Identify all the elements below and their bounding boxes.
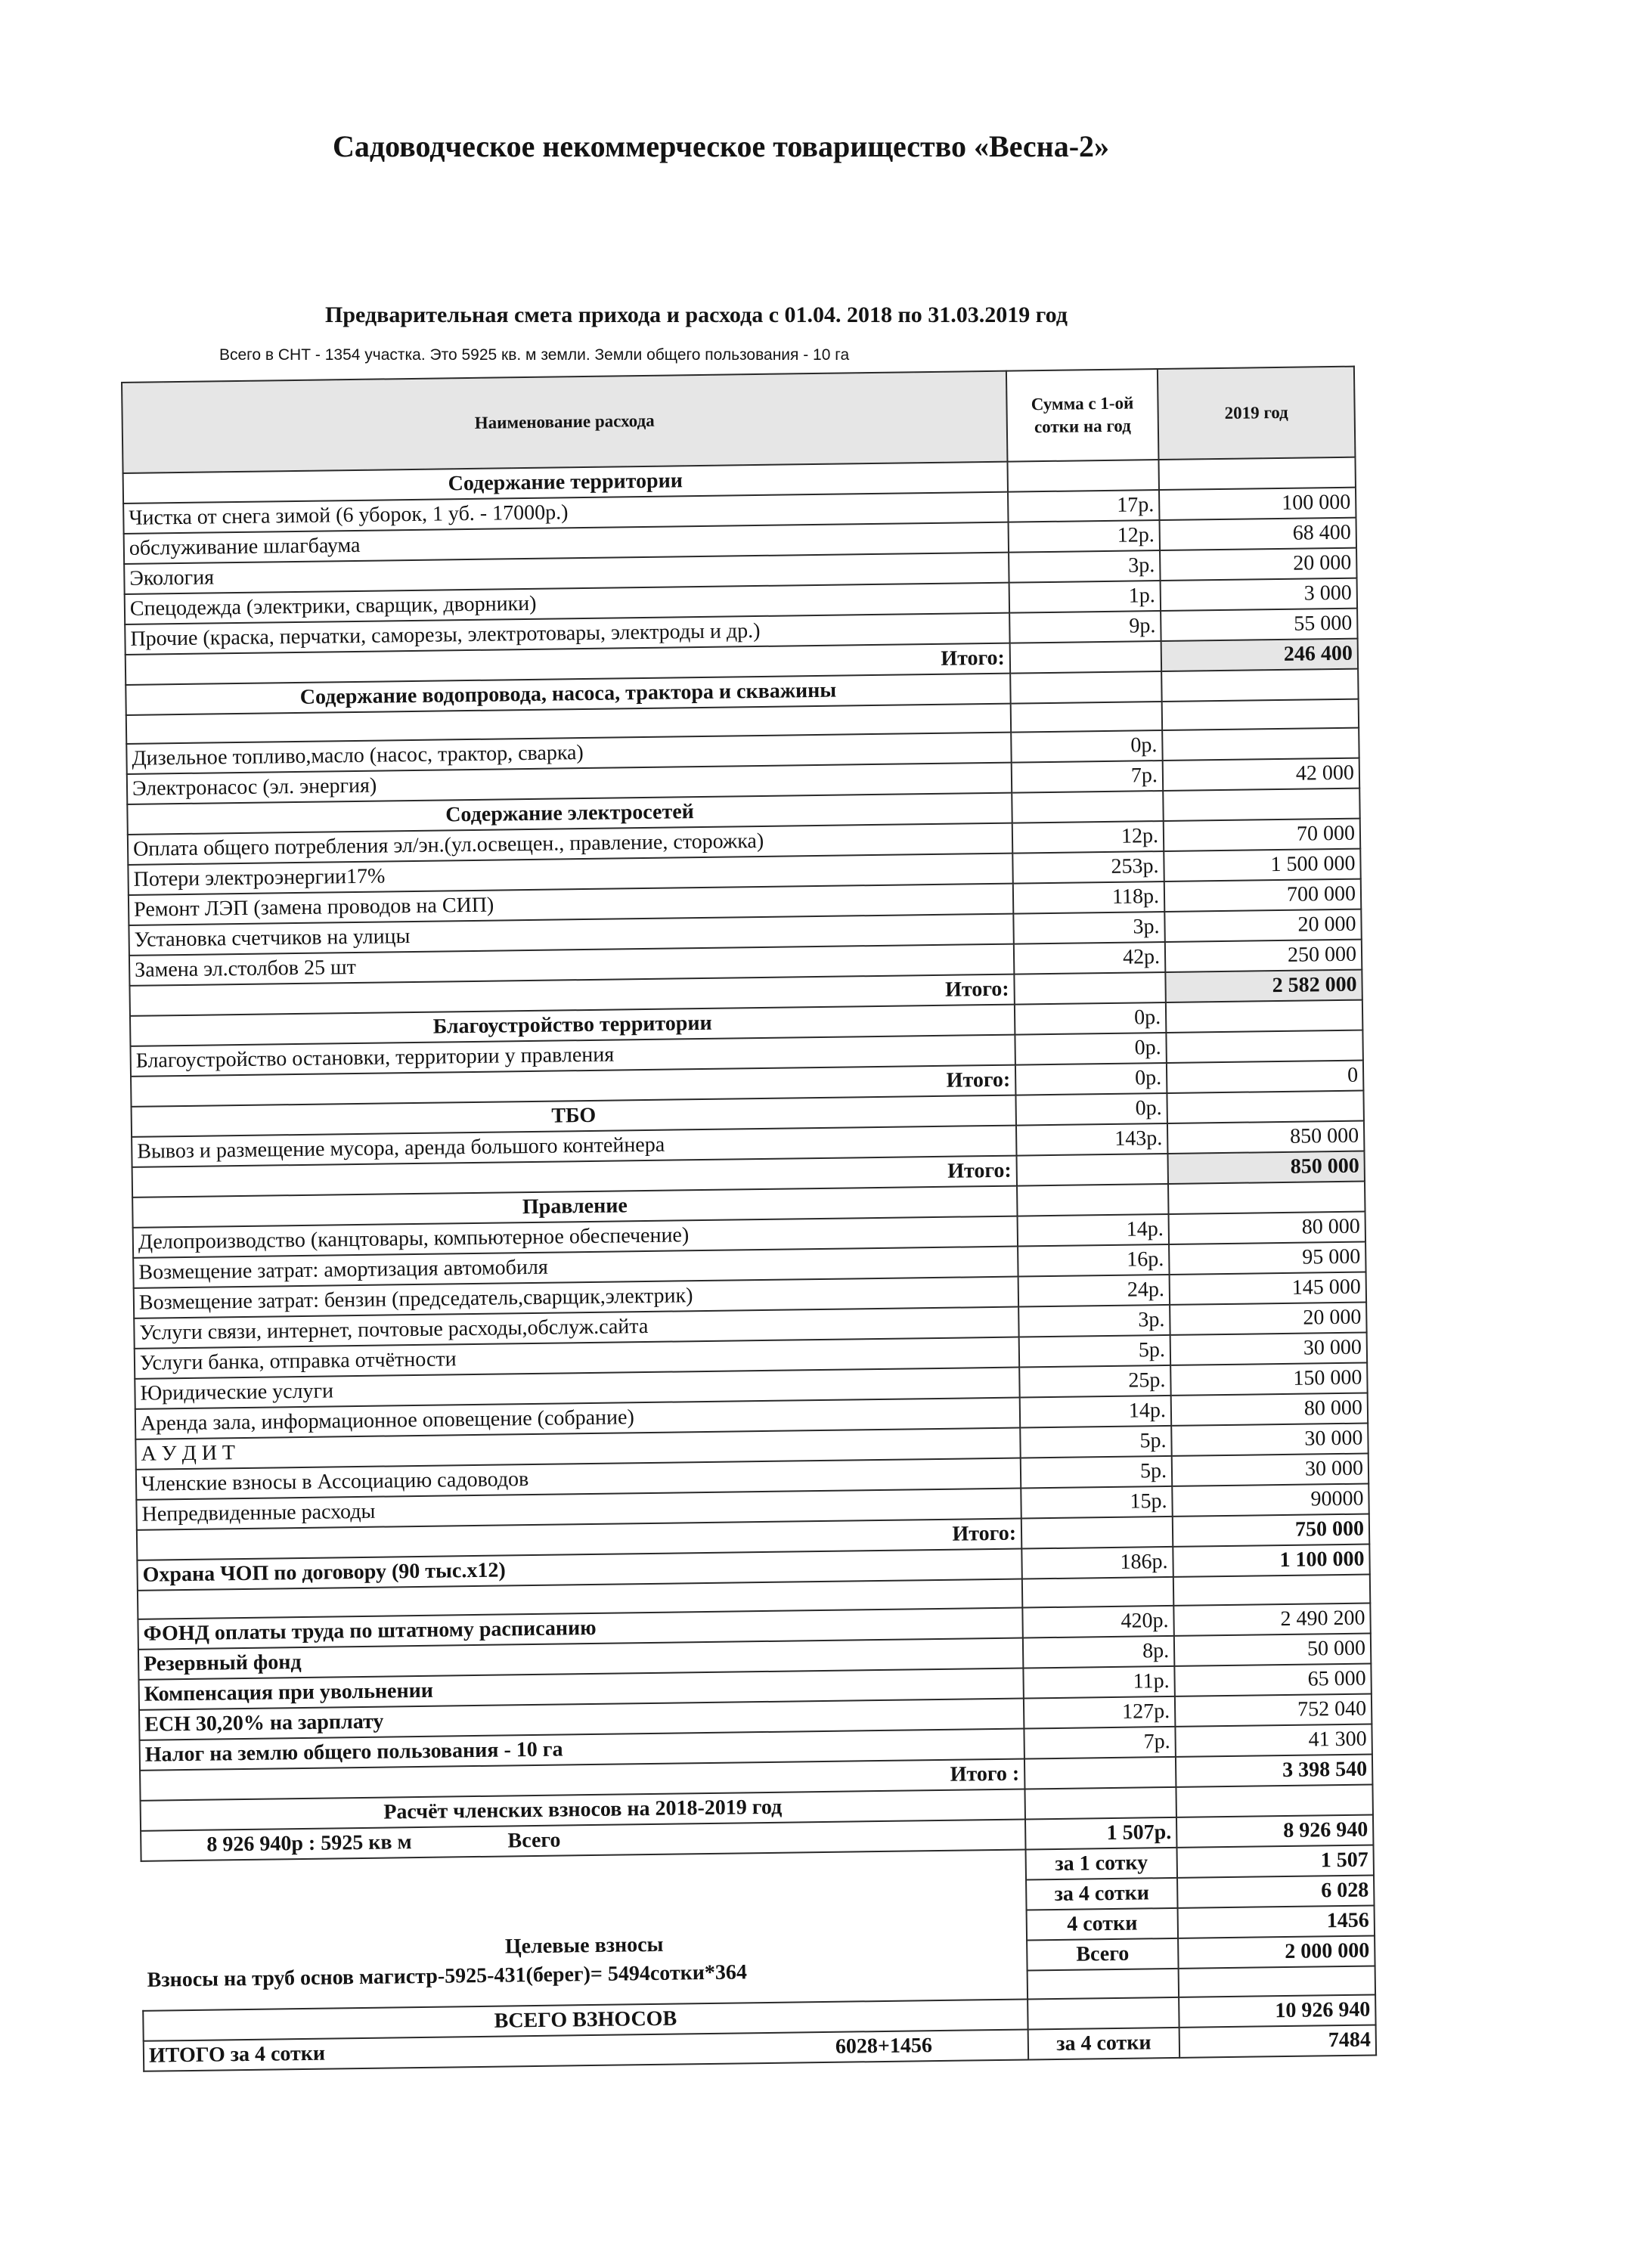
subtotal-label: Итого: xyxy=(132,1156,1017,1198)
subtotal-label: Итого: xyxy=(131,1065,1015,1107)
calculation-amount: 8 926 940 xyxy=(1176,1814,1374,1847)
subtotal-label: Итого: xyxy=(129,974,1014,1016)
section-title-calculation: Расчёт членских взносов на 2018-2019 год xyxy=(141,1789,1025,1831)
empty-cell xyxy=(1167,1091,1364,1123)
empty-cell xyxy=(1176,1784,1373,1817)
subtotal-value: 0 xyxy=(1167,1061,1364,1093)
expense-name: Услуги связи, интернет, почтовые расходы,обслуж.сайта xyxy=(134,1307,1018,1349)
subtotal-value: 2 582 000 xyxy=(1165,970,1362,1002)
expense-amount xyxy=(1166,1030,1363,1063)
expense-name: А У Д И Т xyxy=(135,1428,1020,1470)
empty-cell xyxy=(1010,641,1162,674)
expense-rate: 16р. xyxy=(1018,1244,1170,1277)
expense-amount: 700 000 xyxy=(1164,879,1362,912)
expense-amount: 65 000 xyxy=(1174,1664,1372,1696)
section-title-power: Содержание электросетей xyxy=(127,793,1012,835)
calculation-all-label: Всего xyxy=(507,1828,561,1853)
expense-name: Электронасос (эл. энергия) xyxy=(127,763,1012,804)
subtotal-value: 3 398 540 xyxy=(1176,1754,1373,1786)
expense-amount: 20 000 xyxy=(1160,548,1357,581)
targeted-contributions-block xyxy=(142,1910,1028,2010)
expense-rate: 42р. xyxy=(1014,942,1166,974)
expense-rate: 253р. xyxy=(1012,851,1164,884)
subtotal-value: 246 400 xyxy=(1161,639,1359,671)
expense-rate: 5р. xyxy=(1020,1426,1172,1458)
column-header-rate: Сумма с 1-ой сотки на год xyxy=(1006,369,1159,462)
expense-amount: 95 000 xyxy=(1169,1242,1366,1275)
expense-amount: 55 000 xyxy=(1161,609,1358,641)
expense-rate: 7р. xyxy=(1024,1727,1176,1759)
expense-name: Налог на землю общего пользования - 10 га xyxy=(140,1729,1024,1771)
expense-name: обслуживание шлагбаума xyxy=(124,522,1009,564)
estimate-title: Предварительная смета прихода и расхода с 01.04. 2018 по 31.03.2019 год xyxy=(325,302,1068,327)
expense-rate: 25р. xyxy=(1019,1365,1171,1398)
expense-name: Спецодежда (электрики, сварщик, дворники) xyxy=(125,583,1009,624)
expense-rate: 1р. xyxy=(1009,581,1161,613)
expense-name: Экология xyxy=(124,553,1009,594)
section-title-board: Правление xyxy=(132,1186,1017,1228)
expense-name: Компенсация при увольнении xyxy=(138,1668,1023,1710)
four-label: 4 сотки xyxy=(1027,1908,1179,1941)
per-one-label: за 1 сотку xyxy=(1026,1848,1178,1880)
expense-name: Вывоз и размещение мусора, аренда большого контейнера xyxy=(132,1126,1016,1167)
expense-name: Услуги банка, отправка отчётности xyxy=(135,1337,1019,1379)
calculation-rate: 1 507р. xyxy=(1025,1817,1177,1850)
empty-cell xyxy=(1163,789,1360,821)
expense-amount: 250 000 xyxy=(1165,940,1362,972)
final-value: 7484 xyxy=(1179,2025,1377,2057)
per-one-value: 1 507 xyxy=(1176,1845,1374,1877)
expense-amount: 30 000 xyxy=(1171,1424,1368,1456)
expense-name: Замена эл.столбов 25 шт xyxy=(129,944,1014,986)
expense-amount: 145 000 xyxy=(1170,1272,1367,1305)
expense-rate: 420р. xyxy=(1022,1606,1174,1638)
expense-amount: 70 000 xyxy=(1164,819,1361,851)
targeted-text: Взносы на труб основ магистр-5925-431(берег)= 5494сотки*364 xyxy=(147,1960,748,1992)
expense-rate: 14р. xyxy=(1020,1396,1172,1428)
grand-total-label: ВСЕГО ВЗНОСОВ xyxy=(143,1999,1028,2040)
expense-rate: 127р. xyxy=(1024,1696,1176,1729)
empty-cell xyxy=(1161,669,1359,702)
expense-rate: 143р. xyxy=(1016,1123,1168,1156)
expense-amount: 100 000 xyxy=(1159,488,1356,520)
expense-amount: 68 400 xyxy=(1160,518,1357,550)
expense-rate: 186р. xyxy=(1021,1547,1173,1579)
expense-name: ЕСН 30,20% на зарплату xyxy=(139,1699,1024,1740)
expense-name: Резервный фонд xyxy=(138,1638,1023,1680)
expense-amount xyxy=(1162,728,1359,761)
expense-amount: 80 000 xyxy=(1171,1393,1368,1426)
section-title-territory: Содержание территории xyxy=(123,462,1008,503)
expense-rate: 0р. xyxy=(1015,1002,1167,1035)
table-header-row xyxy=(122,367,1355,473)
expense-name: Прочие (краска, перчатки, саморезы, электротовары, электроды и др.) xyxy=(125,613,1009,655)
expense-amount: 20 000 xyxy=(1164,909,1362,942)
expense-rate: 3р. xyxy=(1018,1305,1170,1337)
expense-rate: 7р. xyxy=(1012,761,1164,793)
section-title-improvement: Благоустройство территории xyxy=(130,1005,1015,1046)
empty-cell xyxy=(1014,972,1166,1005)
expense-name: Делопроизводство (канцтовары, компьютерное обеспечение) xyxy=(133,1216,1018,1258)
expense-rate: 12р. xyxy=(1012,821,1164,854)
empty-cell xyxy=(1010,671,1162,704)
expense-rate: 0р. xyxy=(1011,730,1163,763)
empty-cell xyxy=(1012,791,1164,823)
section-title-water: Содержание водопровода, насоса, трактора и скважины xyxy=(126,674,1010,715)
expense-rate: 11р. xyxy=(1023,1666,1175,1699)
grand-total-value: 10 926 940 xyxy=(1179,1994,1376,2027)
expense-amount: 2 490 200 xyxy=(1173,1603,1371,1636)
expense-name: Ремонт ЛЭП (замена проводов на СИП) xyxy=(129,884,1013,925)
final-per-label: за 4 сотки xyxy=(1028,2028,1180,2060)
expense-rate: 0р. xyxy=(1015,1033,1167,1065)
expense-amount: 30 000 xyxy=(1172,1454,1369,1486)
targeted-all-label: Всего xyxy=(1027,1938,1179,1971)
expense-amount: 150 000 xyxy=(1170,1363,1368,1396)
expense-amount: 30 000 xyxy=(1170,1333,1368,1365)
empty-cell xyxy=(1028,1969,1179,2000)
subtotal-label: Итого : xyxy=(140,1759,1024,1801)
expense-amount: 3 000 xyxy=(1161,578,1358,611)
expense-name: Возмещение затрат: бензин (председатель,сварщик,электрик) xyxy=(134,1277,1018,1318)
expense-name: Установка счетчиков на улицы xyxy=(129,914,1013,956)
empty-cell xyxy=(1011,702,1162,733)
empty-cell xyxy=(1158,457,1356,490)
expense-rate: 5р. xyxy=(1019,1335,1171,1368)
estimate-table xyxy=(121,366,1377,2072)
expense-rate: 3р. xyxy=(1009,550,1161,583)
empty-cell xyxy=(1028,1997,1179,2030)
organization-title: Садоводческое некоммерческое товарищество «Весна-2» xyxy=(333,129,1110,163)
expense-amount: 1 500 000 xyxy=(1164,849,1361,881)
expense-rate: 14р. xyxy=(1018,1214,1170,1247)
empty-cell xyxy=(1024,1757,1176,1789)
estimate-subtitle: Всего в СНТ - 1354 участка. Это 5925 кв. м земли. Земли общего пользования - 10 га xyxy=(219,346,850,364)
column-header-year: 2019 год xyxy=(1158,367,1356,460)
expense-rate: 8р. xyxy=(1023,1636,1175,1668)
expense-name: Дизельное топливо,масло (насос, трактор, сварка) xyxy=(126,733,1011,774)
per-four-label: за 4 сотки xyxy=(1026,1878,1178,1910)
targeted-title: Целевые взносы xyxy=(504,1932,664,1959)
expense-amount: 41 300 xyxy=(1175,1724,1372,1756)
empty-cell xyxy=(1021,1517,1173,1549)
empty-cell xyxy=(1024,1787,1176,1820)
expense-name: Потери электроэнергии17% xyxy=(128,854,1012,895)
expense-name: Чистка от снега зимой (6 уборок, 1 уб. - 17000р.) xyxy=(123,492,1008,534)
calculation-formula: 8 926 940р : 5925 кв м xyxy=(206,1830,412,1857)
expense-name: Аренда зала, информационное оповещение (собрание) xyxy=(135,1398,1020,1439)
subtotal-value: 750 000 xyxy=(1173,1514,1370,1547)
expense-amount: 90000 xyxy=(1172,1484,1369,1517)
expense-rate: 9р. xyxy=(1009,611,1161,643)
empty-cell xyxy=(1173,1575,1370,1606)
empty-cell xyxy=(1007,460,1159,492)
empty-cell xyxy=(1162,699,1359,730)
empty-cell xyxy=(1166,1000,1363,1033)
empty-cell xyxy=(1168,1182,1365,1214)
final-formula: 6028+1456 xyxy=(835,2034,933,2059)
expense-amount: 42 000 xyxy=(1163,758,1360,791)
expense-rate: 0р. xyxy=(1015,1093,1167,1126)
expense-rate: 15р. xyxy=(1021,1486,1173,1519)
expense-name: Непредвиденные расходы xyxy=(136,1489,1021,1530)
expense-name: Членские взносы в Ассоциацию садоводов xyxy=(136,1458,1021,1500)
empty-cell xyxy=(1017,1184,1169,1216)
expense-rate: 12р. xyxy=(1009,520,1161,553)
expense-amount: 50 000 xyxy=(1174,1634,1372,1666)
estimate-sheet xyxy=(121,366,1377,2072)
expense-name: Оплата общего потребления эл/эн.(ул.освещен., правление, сторожка) xyxy=(128,823,1012,865)
expense-rate: 17р. xyxy=(1008,490,1160,522)
expense-rate: 24р. xyxy=(1018,1275,1170,1307)
subtotal-value: 850 000 xyxy=(1167,1151,1365,1184)
expense-amount: 20 000 xyxy=(1170,1303,1367,1335)
targeted-all-value: 2 000 000 xyxy=(1178,1935,1375,1968)
column-header-name: Наименование расхода xyxy=(122,371,1007,473)
expense-amount: 80 000 xyxy=(1169,1212,1366,1244)
final-label: ИТОГО за 4 сотки xyxy=(148,2041,326,2068)
expense-name: Благоустройство остановки, территории у правления xyxy=(131,1035,1015,1077)
expense-amount: 850 000 xyxy=(1167,1121,1365,1154)
expense-name: ФОНД оплаты труда по штатному расписанию xyxy=(138,1608,1022,1650)
expense-amount: 1 100 000 xyxy=(1173,1545,1370,1577)
expense-name: Юридические услуги xyxy=(135,1368,1019,1409)
expense-rate: 118р. xyxy=(1013,881,1165,914)
expense-rate: 0р. xyxy=(1015,1063,1167,1095)
expense-rate: 5р. xyxy=(1021,1456,1173,1489)
section-title-waste: ТБО xyxy=(132,1095,1016,1137)
expense-rate: 3р. xyxy=(1013,912,1165,944)
four-value: 1456 xyxy=(1178,1905,1375,1938)
expense-name: Охрана ЧОП по договору (90 тыс.х12) xyxy=(137,1549,1021,1591)
expense-name: Возмещение затрат: амортизация автомобиля xyxy=(133,1247,1018,1288)
empty-cell xyxy=(1179,1966,1375,1997)
subtotal-label: Итого: xyxy=(126,643,1010,685)
empty-cell xyxy=(1022,1577,1173,1608)
subtotal-label: Итого: xyxy=(137,1519,1021,1560)
empty-cell xyxy=(1016,1154,1168,1186)
per-four-value: 6 028 xyxy=(1177,1875,1375,1907)
expense-amount: 752 040 xyxy=(1175,1694,1372,1727)
